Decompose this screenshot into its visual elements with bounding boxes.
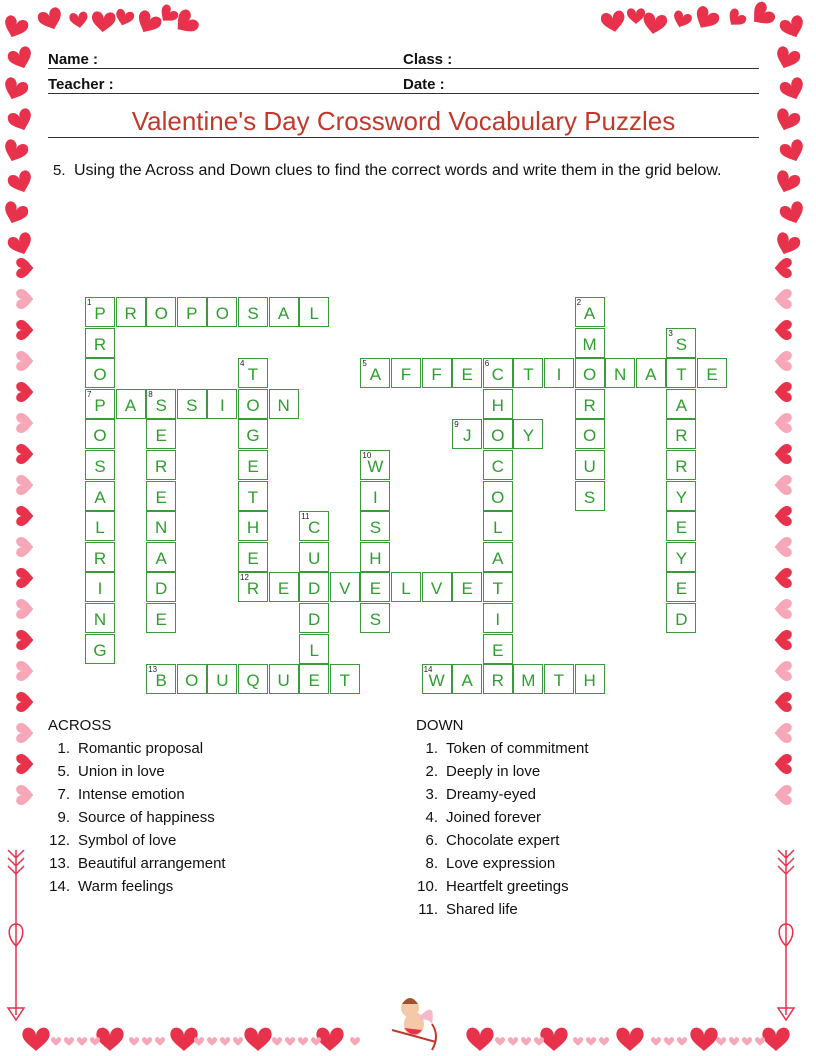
cell-letter: O — [93, 365, 107, 385]
cell-letter: O — [215, 304, 229, 323]
cell-letter: R — [93, 334, 107, 354]
grid-cell[interactable] — [483, 634, 513, 664]
across-clue — [42, 878, 173, 895]
grid-cell[interactable] — [483, 358, 513, 388]
cell-number: 13 — [148, 665, 158, 675]
cell-letter: O — [246, 395, 260, 415]
cell-letter: J — [462, 426, 472, 446]
clue-text: Symbol of love — [78, 832, 177, 849]
cell-letter: R — [155, 457, 168, 476]
clue-text: Deeply in love — [446, 763, 541, 780]
grid-cell[interactable] — [146, 542, 176, 572]
grid-cell[interactable] — [360, 481, 390, 511]
clue-text: Dreamy-eyed — [446, 786, 537, 803]
grid-cell[interactable] — [116, 297, 146, 327]
cell-letter: I — [97, 579, 103, 599]
grid-cell[interactable] — [146, 481, 176, 511]
cell-letter: I — [220, 395, 225, 415]
grid-cell[interactable] — [666, 511, 696, 541]
cell-letter: E — [492, 640, 504, 660]
down-clue — [410, 878, 569, 895]
clue-number: 14. — [49, 878, 70, 895]
cell-letter: Y — [522, 426, 535, 446]
grid-cell[interactable] — [299, 511, 329, 541]
cell-letter: M — [521, 671, 536, 691]
grid-cell[interactable] — [207, 664, 237, 694]
cell-letter: A — [369, 365, 382, 385]
cell-letter: A — [155, 548, 167, 568]
cell-letter: L — [309, 304, 319, 323]
grid-cell[interactable] — [513, 419, 543, 449]
cell-number: 6 — [484, 359, 490, 369]
grid-cell[interactable] — [422, 664, 452, 694]
page-title: Valentine's Day Crossword Vocabulary Puzzles — [131, 106, 676, 136]
cell-letter: D — [675, 610, 688, 629]
cell-letter: D — [308, 579, 321, 599]
grid-cell[interactable] — [422, 572, 452, 602]
grid-cell[interactable] — [575, 450, 605, 480]
cell-letter: O — [185, 671, 199, 691]
grid-cell[interactable] — [483, 481, 513, 511]
clue-text: Love expression — [446, 855, 556, 872]
cell-letter: E — [247, 457, 259, 476]
cell-letter: S — [94, 457, 106, 476]
grid-cell[interactable] — [269, 664, 299, 694]
down-clue — [410, 855, 555, 872]
clue-number: 8. — [425, 855, 438, 872]
cell-letter: S — [369, 518, 382, 538]
cell-letter: L — [309, 640, 319, 660]
cell-letter: S — [155, 395, 167, 415]
cell-letter: S — [675, 334, 688, 354]
clue-number: 7. — [57, 786, 70, 803]
down-clue — [410, 809, 541, 826]
cell-letter: O — [154, 304, 168, 323]
grid-cell[interactable] — [146, 419, 176, 449]
grid-cell[interactable] — [146, 389, 176, 419]
cell-letter: E — [155, 426, 167, 446]
cell-letter: E — [675, 579, 688, 599]
grid-cell[interactable] — [238, 511, 268, 541]
cell-letter: E — [247, 548, 259, 568]
grid-cell[interactable] — [575, 419, 605, 449]
grid-cell[interactable] — [513, 664, 543, 694]
grid-cell[interactable] — [360, 572, 390, 602]
across-clue — [42, 809, 215, 826]
grid-cell[interactable] — [636, 358, 666, 388]
cell-letter: O — [491, 487, 505, 507]
grid-cell[interactable] — [575, 664, 605, 694]
grid-cell[interactable] — [299, 634, 329, 664]
grid-cell[interactable] — [207, 297, 237, 327]
grid-cell[interactable] — [666, 389, 696, 419]
grid-cell[interactable] — [146, 450, 176, 480]
cell-letter: F — [431, 365, 442, 385]
down-clue — [410, 901, 518, 918]
grid-cell[interactable] — [85, 542, 115, 572]
grid-cell[interactable] — [85, 358, 115, 388]
clue-number: 2. — [425, 763, 438, 780]
grid-cell[interactable] — [452, 419, 482, 449]
grid-cell[interactable] — [513, 358, 543, 388]
down-clue — [410, 740, 589, 757]
grid-cell[interactable] — [697, 358, 727, 388]
grid-cell[interactable] — [146, 572, 176, 602]
clue-text: Source of happiness — [78, 809, 215, 826]
grid-cell[interactable] — [238, 572, 268, 602]
cell-letter: H — [583, 671, 596, 691]
grid-cell[interactable] — [483, 664, 513, 694]
cell-letter: O — [491, 426, 505, 446]
cell-letter: W — [367, 457, 384, 476]
clue-number: 1. — [425, 740, 438, 757]
cell-letter: D — [308, 610, 321, 629]
grid-cell[interactable] — [575, 358, 605, 388]
cell-letter: R — [675, 426, 688, 446]
cell-letter: O — [93, 426, 107, 446]
clue-text: Joined forever — [446, 809, 542, 826]
cell-letter: E — [461, 579, 473, 599]
cell-letter: C — [308, 518, 321, 538]
across-clue — [42, 786, 185, 803]
grid-cell[interactable] — [360, 542, 390, 572]
grid-cell[interactable] — [575, 328, 605, 358]
grid-cell[interactable] — [483, 450, 513, 480]
grid-cell[interactable] — [452, 358, 482, 388]
cell-letter: O — [582, 365, 597, 385]
grid-cell[interactable] — [544, 664, 574, 694]
cell-letter: G — [93, 640, 107, 660]
grid-cell[interactable] — [85, 297, 115, 327]
grid-cell[interactable] — [177, 389, 207, 419]
across-clue — [42, 855, 226, 872]
cell-letter: R — [491, 671, 504, 691]
clue-number: 13. — [49, 855, 70, 872]
cell-letter: N — [93, 610, 107, 629]
cell-letter: A — [492, 548, 504, 568]
cell-letter: E — [308, 671, 320, 691]
grid-cell[interactable] — [85, 511, 115, 541]
grid-cell[interactable] — [483, 389, 513, 419]
grid-cell[interactable] — [177, 297, 207, 327]
cell-letter: R — [246, 579, 260, 599]
grid-cell[interactable] — [238, 450, 268, 480]
cell-letter: N — [155, 518, 168, 538]
grid-cell[interactable] — [269, 572, 299, 602]
grid-cell[interactable] — [575, 389, 605, 419]
clue-text: Romantic proposal — [78, 740, 204, 757]
grid-cell[interactable] — [452, 572, 482, 602]
clue-text: Warm feelings — [78, 878, 174, 895]
clue-text: Heartfelt greetings — [446, 878, 569, 895]
grid-cell[interactable] — [146, 603, 176, 633]
clue-number: 1. — [57, 740, 70, 757]
grid-cell[interactable] — [238, 419, 268, 449]
grid-cell[interactable] — [238, 542, 268, 572]
cell-letter: T — [247, 487, 259, 507]
clue-text: Intense emotion — [78, 786, 185, 803]
cell-letter: P — [94, 395, 106, 415]
cell-letter: Y — [675, 548, 688, 568]
grid-cell[interactable] — [422, 358, 452, 388]
cell-letter: A — [94, 487, 106, 507]
grid-cell[interactable] — [238, 481, 268, 511]
grid-cell[interactable] — [146, 511, 176, 541]
grid-cell[interactable] — [238, 664, 268, 694]
grid-cell[interactable] — [85, 389, 115, 419]
cell-letter: O — [582, 426, 597, 446]
cell-number: 9 — [454, 420, 459, 430]
grid-cell[interactable] — [483, 603, 513, 633]
cell-letter: E — [155, 610, 167, 629]
grid-cell[interactable] — [360, 511, 390, 541]
grid-cell[interactable] — [575, 297, 605, 327]
cell-letter: A — [461, 671, 473, 691]
down-clue — [410, 832, 559, 849]
cell-letter: U — [308, 548, 321, 568]
clue-number: 10. — [417, 878, 438, 895]
grid-cell[interactable] — [330, 572, 360, 602]
cell-letter: E — [277, 579, 290, 599]
cell-letter: E — [155, 487, 167, 507]
date-label: Date : — [403, 76, 445, 93]
grid-cell[interactable] — [299, 542, 329, 572]
grid-cell[interactable] — [238, 389, 268, 419]
cell-letter: S — [247, 304, 259, 323]
cell-letter: S — [369, 610, 382, 629]
cell-number: 11 — [301, 512, 310, 522]
cell-letter: R — [124, 304, 137, 323]
teacher-label: Teacher : — [48, 76, 114, 93]
clue-text: Shared life — [446, 901, 518, 918]
clue-number: 6. — [425, 832, 438, 849]
cell-number: 7 — [87, 389, 92, 399]
across-heading: ACROSS — [48, 717, 112, 734]
cell-letter: E — [369, 579, 382, 599]
cell-number: 4 — [240, 359, 245, 369]
clue-number: 12. — [49, 832, 70, 849]
cell-number: 5 — [362, 359, 367, 369]
cell-number: 1 — [87, 298, 92, 307]
clue-text: Chocolate expert — [446, 832, 560, 849]
cell-letter: V — [430, 579, 443, 599]
cell-number: 2 — [576, 298, 582, 307]
grid-cell[interactable] — [85, 419, 115, 449]
cell-letter: A — [583, 304, 596, 323]
grid-cell[interactable] — [666, 572, 696, 602]
cell-number: 3 — [668, 328, 673, 338]
grid-cell[interactable] — [575, 481, 605, 511]
grid-cell[interactable] — [177, 664, 207, 694]
clue-number: 3. — [425, 786, 438, 803]
cell-letter: P — [94, 304, 106, 323]
cell-letter: T — [339, 671, 350, 691]
grid-cell[interactable] — [391, 358, 421, 388]
grid-cell[interactable] — [269, 389, 299, 419]
grid-cell[interactable] — [483, 542, 513, 572]
cell-letter: S — [186, 395, 198, 415]
grid-cell[interactable] — [360, 603, 390, 633]
grid-cell[interactable] — [330, 664, 360, 694]
cell-letter: L — [401, 579, 411, 599]
cell-letter: I — [373, 487, 378, 507]
cell-letter: Y — [675, 487, 688, 507]
grid-cell[interactable] — [146, 297, 176, 327]
grid-cell[interactable] — [391, 572, 421, 602]
cell-letter: R — [93, 548, 107, 568]
cell-letter: L — [493, 518, 503, 538]
cell-letter: C — [491, 457, 504, 476]
cell-letter: T — [492, 579, 503, 599]
cell-letter: M — [582, 334, 597, 354]
grid-cell[interactable] — [85, 603, 115, 633]
cell-letter: H — [246, 518, 260, 538]
cell-letter: A — [124, 395, 137, 415]
cell-letter: F — [400, 365, 412, 385]
cell-letter: T — [523, 365, 534, 385]
cell-letter: Q — [246, 671, 260, 691]
grid-cell[interactable] — [85, 572, 115, 602]
clue-number: 5. — [57, 763, 70, 780]
grid-cell[interactable] — [269, 297, 299, 327]
clue-number: 11. — [418, 901, 438, 918]
down-clue — [410, 786, 536, 803]
across-clue — [42, 740, 203, 757]
clue-text: Union in love — [78, 763, 165, 780]
cell-letter: R — [675, 457, 688, 476]
grid-cell[interactable] — [666, 481, 696, 511]
cell-letter: W — [428, 671, 445, 691]
grid-cell[interactable] — [666, 450, 696, 480]
grid-cell[interactable] — [666, 419, 696, 449]
cell-letter: P — [186, 304, 198, 323]
clue-number: 4. — [425, 809, 438, 826]
across-clue — [42, 832, 176, 849]
cell-letter: U — [277, 671, 290, 691]
class-label: Class : — [403, 51, 453, 68]
grid-cell[interactable] — [207, 389, 237, 419]
across-clue — [42, 763, 165, 780]
cell-letter: D — [155, 579, 168, 599]
grid-cell[interactable] — [116, 389, 146, 419]
grid-cell[interactable] — [360, 450, 390, 480]
cell-letter: V — [339, 579, 351, 599]
down-clue — [410, 763, 540, 780]
clue-text: Beautiful arrangement — [78, 855, 226, 872]
cell-number: 12 — [240, 573, 249, 583]
grid-cell[interactable] — [85, 481, 115, 511]
grid-cell[interactable] — [666, 328, 696, 358]
cell-number: 14 — [423, 665, 433, 675]
cell-letter: T — [247, 365, 259, 385]
grid-cell[interactable] — [544, 358, 574, 388]
grid-cell[interactable] — [483, 511, 513, 541]
cell-letter: E — [461, 365, 473, 385]
cell-number: 10 — [362, 451, 372, 460]
cell-letter: E — [706, 365, 718, 385]
grid-cell[interactable] — [299, 297, 329, 327]
instruction-text: Using the Across and Down clues to find the correct words and write them in the grid below. — [74, 162, 722, 179]
grid-cell[interactable] — [483, 419, 513, 449]
cell-letter: U — [216, 671, 229, 691]
clue-number: 9. — [57, 809, 70, 826]
grid-cell[interactable] — [666, 358, 696, 388]
name-label: Name : — [48, 51, 99, 68]
grid-cell[interactable] — [299, 603, 329, 633]
cell-letter: S — [583, 487, 596, 507]
cell-letter: N — [614, 365, 627, 385]
cell-letter: E — [675, 518, 688, 538]
cell-letter: L — [95, 518, 105, 538]
cell-letter: N — [277, 395, 290, 415]
grid-cell[interactable] — [666, 542, 696, 572]
grid-cell[interactable] — [238, 358, 268, 388]
grid-cell[interactable] — [605, 358, 635, 388]
grid-cell[interactable] — [85, 450, 115, 480]
down-heading: DOWN — [416, 717, 464, 734]
cell-number: 8 — [148, 389, 153, 399]
cell-letter: A — [645, 365, 657, 385]
cell-letter: H — [369, 548, 382, 568]
cell-letter: R — [583, 395, 596, 415]
cell-letter: G — [246, 426, 260, 446]
cell-letter: B — [155, 671, 167, 691]
cell-letter: U — [583, 457, 596, 476]
cell-letter: A — [675, 395, 688, 415]
grid-cell[interactable] — [85, 328, 115, 358]
cell-letter: I — [556, 365, 562, 385]
grid-cell[interactable] — [666, 603, 696, 633]
grid-cell[interactable] — [238, 297, 268, 327]
grid-cell[interactable] — [146, 664, 176, 694]
cell-letter: I — [495, 610, 501, 629]
grid-cell[interactable] — [299, 572, 329, 602]
cell-letter: H — [491, 395, 504, 415]
cell-letter: A — [277, 304, 290, 323]
grid-cell[interactable] — [452, 664, 482, 694]
grid-cell[interactable] — [483, 572, 513, 602]
cell-letter: C — [491, 365, 504, 385]
grid-cell[interactable] — [360, 358, 390, 388]
instruction-number: 5. — [53, 162, 66, 179]
grid-cell[interactable] — [85, 634, 115, 664]
cell-letter: T — [676, 365, 687, 385]
clue-text: Token of commitment — [446, 740, 589, 757]
cell-letter: T — [553, 671, 565, 691]
grid-cell[interactable] — [299, 664, 329, 694]
